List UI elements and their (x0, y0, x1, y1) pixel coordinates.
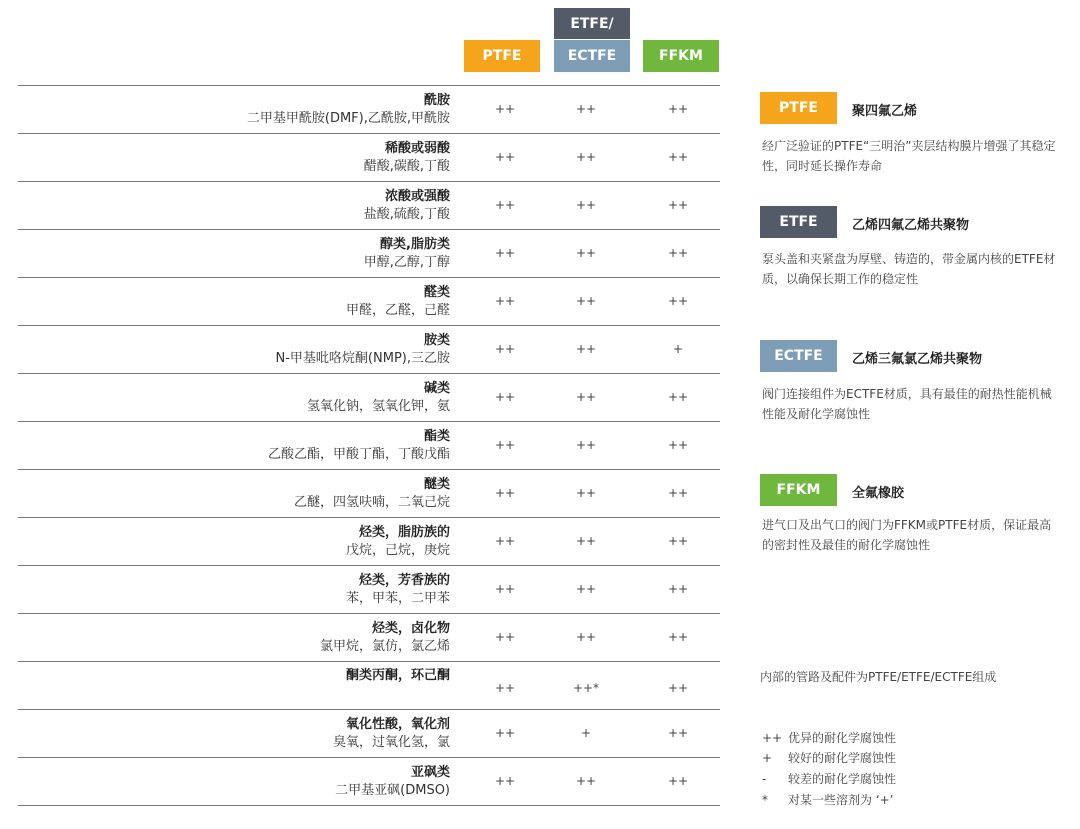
table-row (18, 470, 720, 518)
rating-ffkm: ++ (667, 198, 689, 212)
legend-desc-ectfe: 阀门连接组件为ECTFE材质，具有最佳的耐热性能机械性能及耐化学腐蚀性 (762, 387, 1052, 421)
chemical-class: 氧化性酸，氧化剂 (345, 717, 450, 732)
rating-ptfe: ++ (494, 534, 516, 548)
key-item: - 较差的耐化学腐蚀性 (762, 772, 897, 786)
table-row (18, 614, 720, 662)
chemical-name (247, 92, 450, 128)
legend-badge-ptfe: PTFE (760, 92, 837, 124)
rating-etfe: ++ (575, 246, 597, 260)
chemical-examples: 盐酸,硫酸,丁酸 (363, 207, 450, 222)
chemical-examples: 乙酸乙酯，甲酸丁酯，丁酸戊酯 (267, 447, 450, 462)
chemical-name (364, 236, 450, 272)
rating-ffkm: ++ (667, 774, 689, 788)
chemical-class: 烃类，芳香族的 (358, 573, 450, 588)
rating-ffkm: ++ (667, 294, 689, 308)
chemical-class: 胺类 (423, 333, 450, 348)
rating-ffkm: ++ (667, 681, 689, 695)
rating-etfe: ++ (575, 534, 597, 548)
chemical-class: 浓酸或强酸 (384, 189, 450, 204)
rating-ffkm: + (672, 342, 684, 356)
chemical-name (364, 188, 450, 224)
table-row (18, 422, 720, 470)
chemical-examples: 甲醇,乙醇,丁醇 (363, 255, 450, 270)
rating-ptfe: ++ (494, 681, 516, 695)
table-row (18, 134, 720, 182)
rating-etfe: ++ (575, 438, 597, 452)
table-row (18, 566, 720, 614)
rating-ptfe: ++ (494, 438, 516, 452)
chemical-class: 酯类 (423, 429, 450, 444)
chemical-name (346, 524, 450, 560)
chemical-class: 稀酸或弱酸 (384, 141, 450, 156)
chemical-examples: N-甲基吡咯烷酮(NMP),三乙胺 (275, 351, 450, 366)
chemical-class: 醚类 (423, 477, 450, 492)
chemical-class: 酮类丙酮，环己酮 (345, 668, 450, 683)
rating-ffkm: ++ (667, 150, 689, 164)
rating-ffkm: ++ (667, 486, 689, 500)
rating-ptfe: ++ (494, 486, 516, 500)
chemical-class: 亚砜类 (410, 765, 450, 780)
table-row (18, 278, 720, 326)
rating-ptfe: ++ (494, 294, 516, 308)
rating-ptfe: ++ (494, 582, 516, 596)
rating-etfe: ++ (575, 342, 597, 356)
chemical-class: 醇类,脂肪类 (380, 237, 450, 252)
legend-badge-ffkm: FFKM (760, 474, 837, 506)
table-row (18, 86, 720, 134)
legend-title-ectfe: 乙烯三氟氯乙烯共聚物 (852, 352, 983, 367)
column-header-ectfe: ECTFE (554, 40, 630, 72)
chemical-name (268, 428, 450, 464)
rating-ffkm: ++ (667, 726, 689, 740)
legend-title-ptfe: 聚四氟乙烯 (852, 104, 918, 119)
chemical-examples: 氯甲烷，氯仿，氯乙烯 (319, 639, 450, 654)
table-row (18, 710, 720, 758)
rating-ffkm: ++ (667, 534, 689, 548)
chemical-examples: 臭氧，过氧化氢，氯 (332, 735, 450, 750)
rating-etfe: ++ (575, 150, 597, 164)
table-row (18, 326, 720, 374)
rating-etfe: ++ (575, 198, 597, 212)
chemical-name (276, 332, 450, 368)
rating-ptfe: ++ (494, 726, 516, 740)
chemical-name (294, 476, 450, 512)
key-item: ++ 优异的耐化学腐蚀性 (762, 731, 897, 745)
key-item: + 较好的耐化学腐蚀性 (762, 751, 897, 765)
column-header-etfe: ETFE/ (554, 8, 630, 39)
chemical-examples: 乙醚，四氢呋喃，二氧己烷 (293, 495, 450, 510)
table-row (18, 662, 720, 710)
column-header-ffkm: FFKM (643, 40, 719, 72)
chemical-name (346, 284, 450, 320)
chemical-examples: 氢氧化钠，氢氧化钾，氨 (306, 399, 450, 414)
rating-ptfe: ++ (494, 630, 516, 644)
rating-ptfe: ++ (494, 390, 516, 404)
rating-etfe: ++ (575, 582, 597, 596)
chemical-class: 烃类，脂肪族的 (358, 525, 450, 540)
rating-ffkm: ++ (667, 246, 689, 260)
rating-ffkm: ++ (667, 390, 689, 404)
chemical-examples: 戊烷，己烷，庚烷 (345, 543, 450, 558)
chemical-class: 醛类 (423, 285, 450, 300)
chemical-name (320, 620, 450, 656)
legend-title-ffkm: 全氟橡胶 (852, 486, 905, 501)
legend-badge-ectfe: ECTFE (760, 340, 837, 372)
table-row (18, 758, 720, 806)
rating-etfe: ++ (575, 390, 597, 404)
table-row (18, 374, 720, 422)
rating-ptfe: ++ (494, 774, 516, 788)
rating-etfe: + (580, 726, 592, 740)
chemical-resistance-table (18, 85, 720, 806)
internal-parts-note: 内部的管路及配件为PTFE/ETFE/ECTFE组成 (760, 670, 997, 684)
rating-ffkm: ++ (667, 582, 689, 596)
rating-ffkm: ++ (667, 438, 689, 452)
rating-etfe: ++ (575, 774, 597, 788)
rating-etfe: ++ (575, 294, 597, 308)
chemical-name (346, 572, 450, 608)
table-row (18, 182, 720, 230)
chemical-examples: 苯，甲苯，二甲苯 (345, 591, 450, 606)
rating-ptfe: ++ (494, 342, 516, 356)
rating-ffkm: ++ (667, 102, 689, 116)
chemical-examples: 醋酸,碳酸,丁酸 (363, 159, 450, 174)
legend-desc-ptfe: 经广泛验证的PTFE“三明治”夹层结构膜片增强了其稳定性，同时延长操作寿命 (762, 139, 1056, 173)
rating-ffkm: ++ (667, 630, 689, 644)
chemical-class: 烃类，卤化物 (371, 621, 450, 636)
chemical-examples: 二甲基亚砜(DMSO) (335, 783, 450, 798)
table-row (18, 518, 720, 566)
chemical-class: 酰胺 (423, 93, 450, 108)
rating-ptfe: ++ (494, 102, 516, 116)
rating-ptfe: ++ (494, 150, 516, 164)
key-item: * 对某一些溶剂为 ‘+’ (762, 793, 894, 807)
table-row (18, 230, 720, 278)
rating-etfe: ++ (575, 102, 597, 116)
legend-badge-etfe: ETFE (760, 206, 837, 238)
legend-desc-ffkm: 进气口及出气口的阀门为FFKM或PTFE材质，保证最高的密封性及最佳的耐化学腐蚀性 (762, 518, 1052, 552)
rating-etfe: ++ (575, 486, 597, 500)
chemical-name (307, 380, 450, 416)
rating-ptfe: ++ (494, 246, 516, 260)
chemical-name (333, 716, 450, 752)
chemical-class: 碱类 (423, 381, 450, 396)
chemical-name (335, 764, 450, 800)
chemical-examples: 甲醛，乙醛，己醛 (345, 303, 450, 318)
chemical-name (364, 140, 450, 176)
chemical-examples: 二甲基甲酰胺(DMF),乙酰胺,甲酰胺 (246, 111, 450, 126)
rating-etfe: ++* (572, 681, 600, 695)
legend-title-etfe: 乙烯四氟乙烯共聚物 (852, 218, 970, 233)
chemical-name (346, 667, 450, 685)
legend-desc-etfe: 泵头盖和夹紧盘为厚壁、铸造的，带金属内核的ETFE材质，以确保长期工作的稳定性 (762, 252, 1056, 286)
rating-etfe: ++ (575, 630, 597, 644)
rating-ptfe: ++ (494, 198, 516, 212)
column-header-ptfe: PTFE (464, 40, 540, 72)
